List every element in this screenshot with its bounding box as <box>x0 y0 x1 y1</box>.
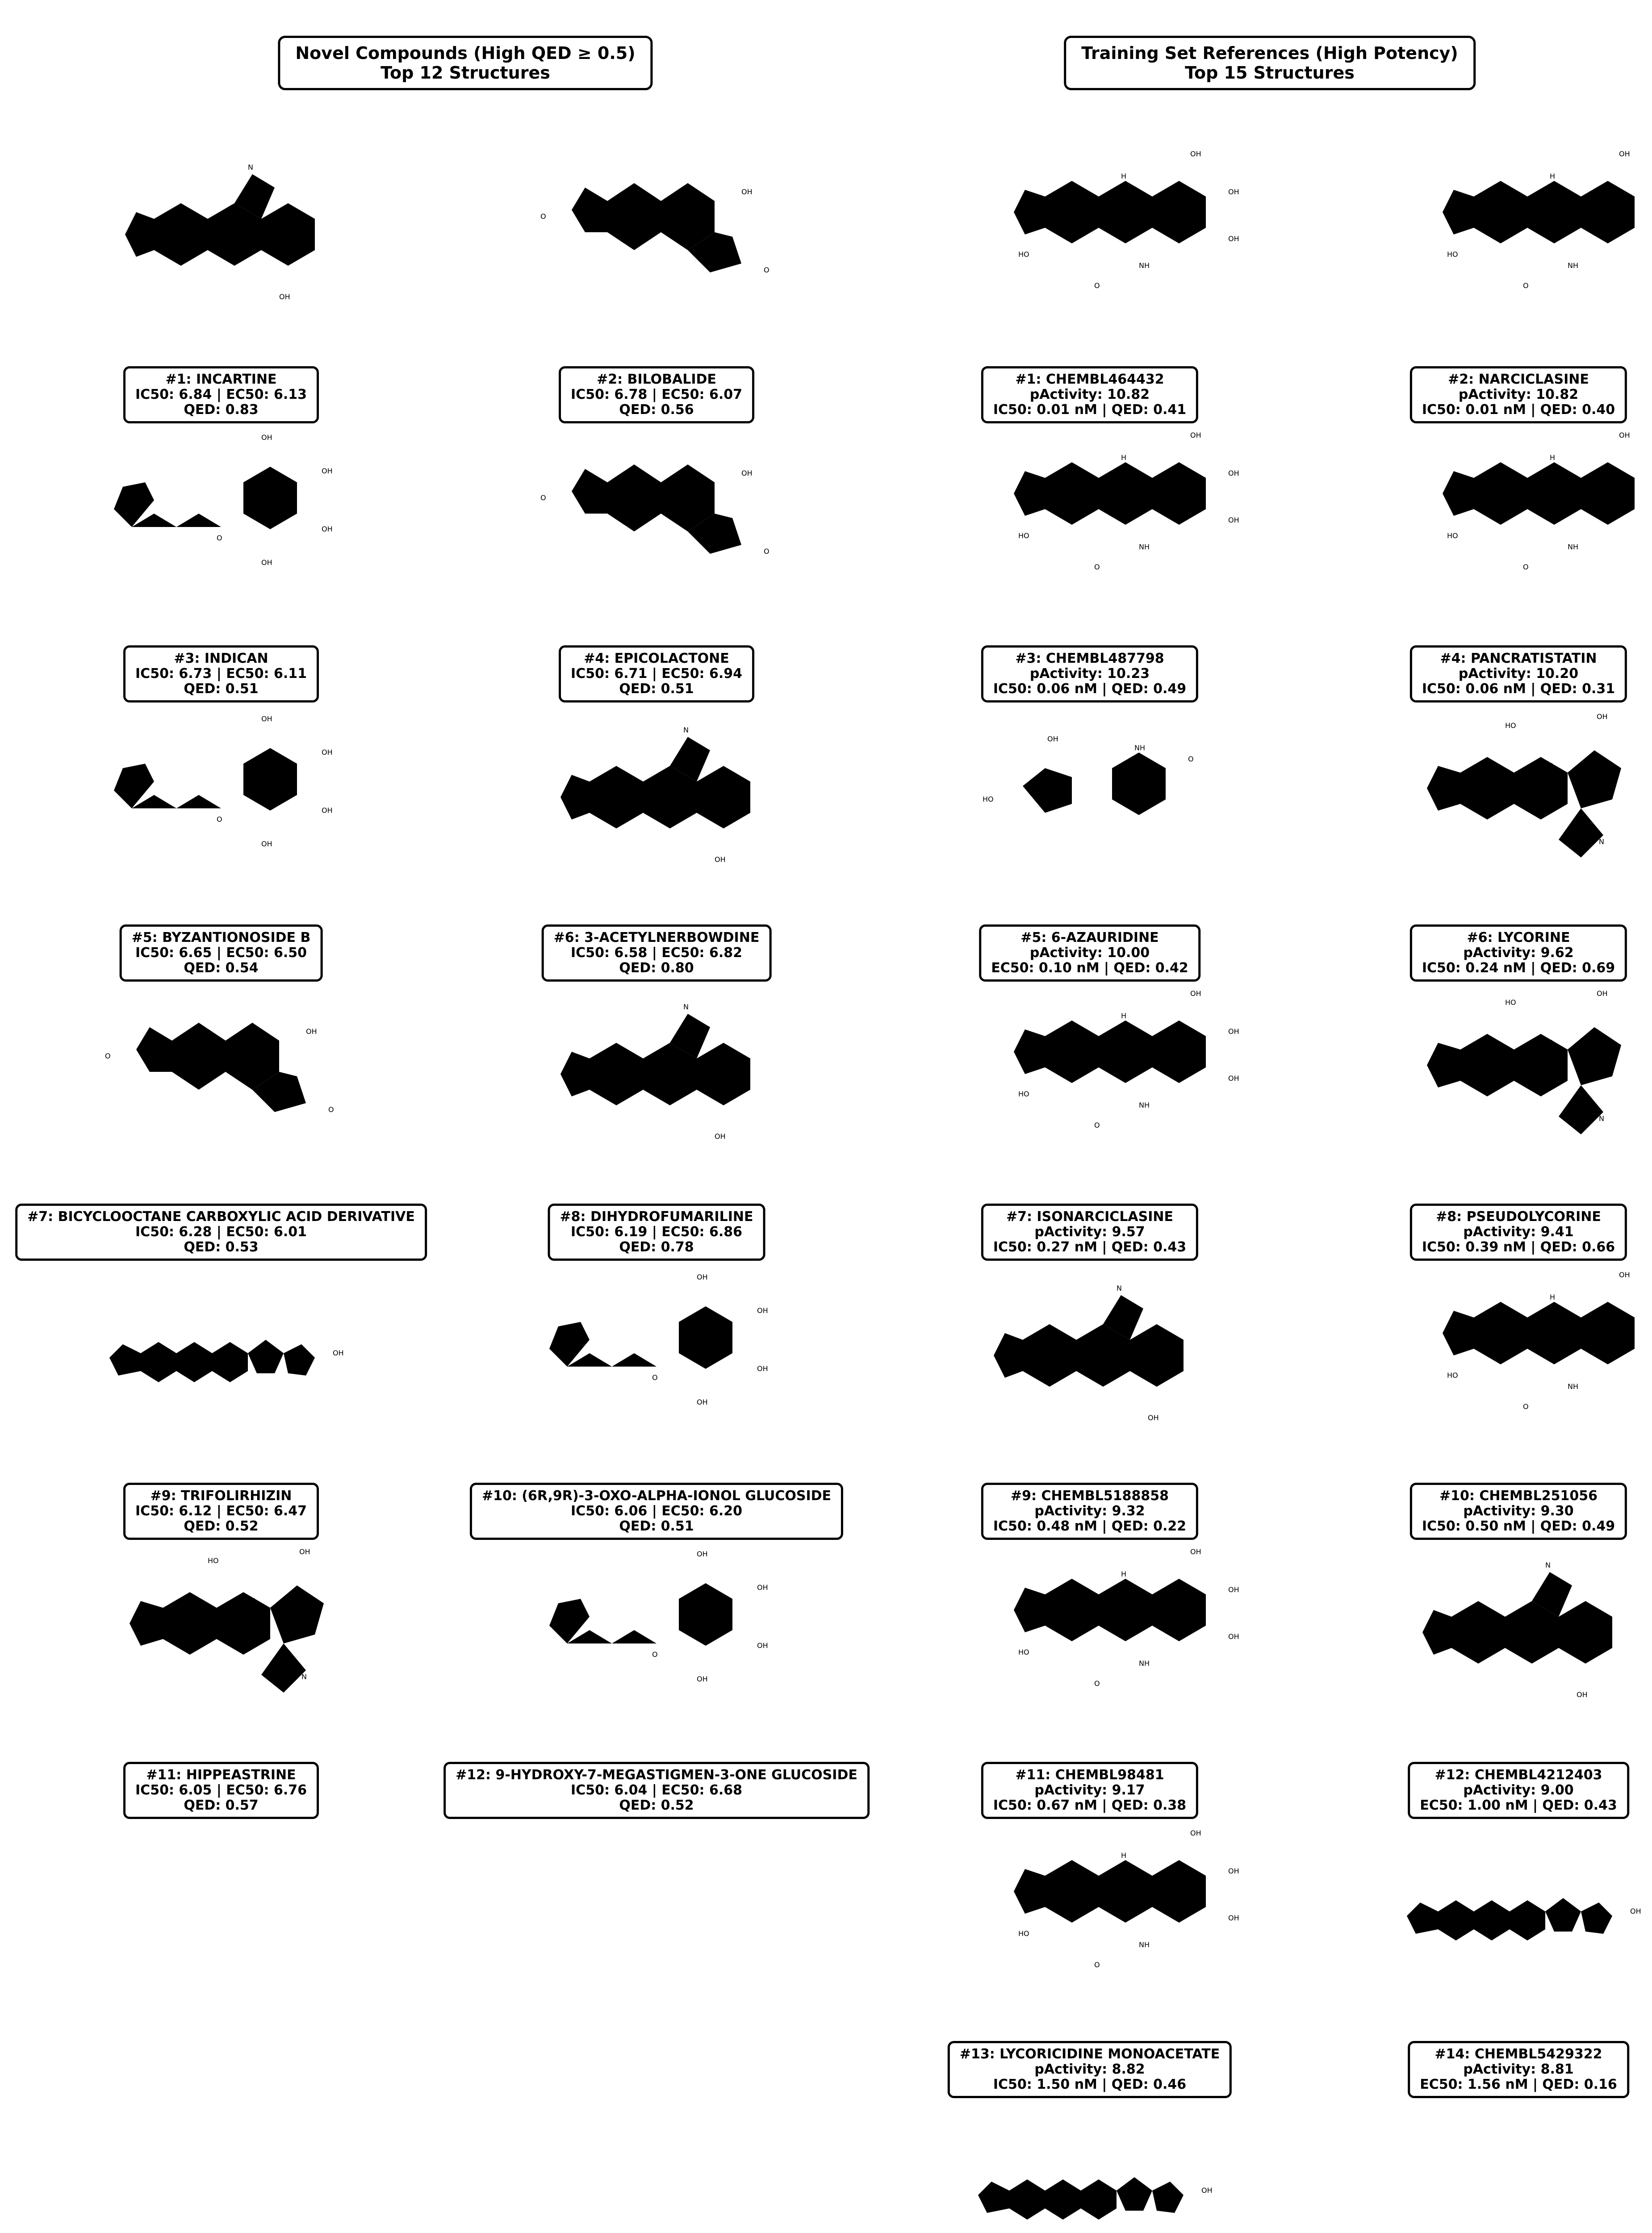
novel-compound-3-label: #3: INDICAN IC50: 6.73 | EC50: 6.11 QED: 0.51 <box>123 645 319 703</box>
training-compound-1-label: #1: CHEMBL464432 pActivity: 10.82 IC50: 0.01 nM | QED: 0.41 <box>981 366 1198 423</box>
rank: #9 <box>150 1488 171 1504</box>
compound-name: DIHYDROFUMARILINE <box>590 1209 753 1225</box>
activity-line: IC50: 6.73 | EC50: 6.11 <box>135 666 307 682</box>
compound-name: PANCRATISTATIN <box>1470 651 1597 666</box>
potency-line: IC50: 0.50 nM | QED: 0.49 <box>1422 1518 1615 1534</box>
compound-name: NARCICLASINE <box>1478 372 1589 387</box>
qed-line: QED: 0.83 <box>184 402 259 418</box>
molecule-drawing <box>1371 648 1652 942</box>
novel-compound-7-label: #7: BICYCLOOCTANE CARBOXYLIC ACID DERIVATIVE IC50: 6.28 | EC50: 6.01 QED: 0.53 <box>15 1204 427 1261</box>
molecule-drawing <box>942 924 1237 1219</box>
molecule-drawing <box>509 648 804 942</box>
novel-compound-5-label: #5: BYZANTIONOSIDE B IC50: 6.65 | EC50: 6.50 QED: 0.54 <box>120 924 323 982</box>
rank: #12 <box>1435 1767 1465 1783</box>
rank: #11 <box>146 1767 176 1783</box>
activity-line: pActivity: 9.30 <box>1463 1503 1574 1519</box>
rank: #5 <box>1020 930 1041 945</box>
training-title-line2: Top 15 Structures <box>1185 63 1355 83</box>
compound-name: INDICAN <box>204 651 268 666</box>
potency-line: IC50: 1.50 nM | QED: 0.46 <box>993 2077 1187 2092</box>
compound-name: CHEMBL487798 <box>1046 651 1164 666</box>
compound-name: CHEMBL464432 <box>1046 372 1164 387</box>
activity-line: pActivity: 8.82 <box>1034 2062 1145 2077</box>
training-compound-5-label: #5: 6-AZAURIDINE pActivity: 10.00 EC50: 0.10 nM | QED: 0.42 <box>979 924 1200 982</box>
qed-line: QED: 0.54 <box>184 960 259 976</box>
rank: #8 <box>1436 1209 1457 1225</box>
activity-line: pActivity: 10.82 <box>1029 387 1150 402</box>
activity-line: IC50: 6.58 | EC50: 6.82 <box>571 945 742 961</box>
compound-name: LYCORINE <box>1497 930 1570 945</box>
rank: #6 <box>553 930 574 945</box>
potency-line: EC50: 1.56 nM | QED: 0.16 <box>1420 2077 1617 2092</box>
molecule-drawing <box>942 366 1237 661</box>
rank: #12 <box>456 1767 486 1783</box>
rank: #2 <box>597 372 618 387</box>
rank: #10 <box>1439 1488 1469 1504</box>
activity-line: pActivity: 9.17 <box>1034 1782 1145 1798</box>
novel-panel-title <box>278 36 652 90</box>
compound-name: HIPPEASTRINE <box>186 1767 296 1783</box>
compound-name: CHEMBL4212403 <box>1474 1767 1602 1783</box>
compound-name: CHEMBL251056 <box>1479 1488 1598 1504</box>
qed-line: QED: 0.51 <box>184 681 259 697</box>
activity-line: pActivity: 10.82 <box>1458 387 1579 402</box>
training-compound-9-label: #9: CHEMBL5188858 pActivity: 9.32 IC50: 0.48 nM | QED: 0.22 <box>981 1483 1198 1540</box>
qed-line: QED: 0.53 <box>184 1239 259 1255</box>
qed-line: QED: 0.56 <box>619 402 694 418</box>
novel-compound-6-label: #6: 3-ACETYLNERBOWDINE IC50: 6.58 | EC50: 6.82 QED: 0.80 <box>542 924 772 982</box>
compound-name: 9-HYDROXY-7-MEGASTIGMEN-3-ONE GLUCOSIDE <box>495 1767 857 1783</box>
rank: #6 <box>1467 930 1488 945</box>
training-compound-13-label: #13: LYCORICIDINE MONOACETATE pActivity: 8.82 IC50: 1.50 nM | QED: 0.46 <box>948 2041 1232 2098</box>
rank: #7 <box>27 1209 48 1225</box>
molecule-drawing <box>942 648 1237 942</box>
activity-line: IC50: 6.06 | EC50: 6.20 <box>571 1503 742 1519</box>
activity-line: pActivity: 10.23 <box>1029 666 1150 682</box>
rank: #9 <box>1010 1488 1031 1504</box>
molecule-drawing <box>942 1483 1237 1777</box>
compound-name: 6-AZAURIDINE <box>1051 930 1159 945</box>
activity-line: pActivity: 8.81 <box>1463 2062 1574 2077</box>
rank: #10 <box>481 1488 512 1504</box>
potency-line: IC50: 0.67 nM | QED: 0.38 <box>993 1798 1187 1813</box>
molecule-drawing <box>509 85 804 380</box>
rank: #7 <box>1006 1209 1027 1225</box>
compound-name: CHEMBL5429322 <box>1474 2046 1602 2062</box>
novel-compound-1-label: #1: INCARTINE IC50: 6.84 | EC50: 6.13 QED: 0.83 <box>123 366 319 423</box>
rank: #11 <box>1015 1767 1046 1783</box>
compound-name: 3-ACETYLNERBOWDINE <box>584 930 760 945</box>
potency-line: IC50: 0.24 nM | QED: 0.69 <box>1422 960 1615 976</box>
activity-line: IC50: 6.19 | EC50: 6.86 <box>571 1224 742 1240</box>
training-compound-2-label: #2: NARCICLASINE pActivity: 10.82 IC50: 0.01 nM | QED: 0.40 <box>1410 366 1627 423</box>
compound-name: BILOBALIDE <box>627 372 716 387</box>
molecule-drawing <box>509 1206 804 1501</box>
potency-line: EC50: 0.10 nM | QED: 0.42 <box>991 960 1188 976</box>
potency-line: IC50: 0.39 nM | QED: 0.66 <box>1422 1239 1615 1255</box>
molecule-drawing <box>942 85 1237 380</box>
molecule-drawing <box>1371 366 1652 661</box>
rank: #2 <box>1448 372 1469 387</box>
potency-line: EC50: 1.00 nM | QED: 0.43 <box>1420 1798 1617 1813</box>
molecule-drawing <box>74 648 368 942</box>
compound-name: BICYCLOOCTANE CARBOXYLIC ACID DERIVATIVE <box>58 1209 415 1225</box>
potency-line: IC50: 0.01 nM | QED: 0.41 <box>993 402 1187 418</box>
rank: #13 <box>959 2046 990 2062</box>
activity-line: IC50: 6.04 | EC50: 6.68 <box>571 1782 742 1798</box>
compound-name: INCARTINE <box>196 372 277 387</box>
novel-compound-4-label: #4: EPICOLACTONE IC50: 6.71 | EC50: 6.94 QED: 0.51 <box>559 645 754 703</box>
potency-line: IC50: 0.48 nM | QED: 0.22 <box>993 1518 1187 1534</box>
molecule-drawing <box>1371 1483 1652 1777</box>
molecule-drawing <box>74 924 368 1219</box>
compound-name: ISONARCICLASINE <box>1037 1209 1174 1225</box>
novel-compound-8-label: #8: DIHYDROFUMARILINE IC50: 6.19 | EC50: 6.86 QED: 0.78 <box>548 1204 765 1261</box>
molecule-drawing <box>74 366 368 661</box>
qed-line: QED: 0.52 <box>184 1518 259 1534</box>
training-compound-12-label: #12: CHEMBL4212403 pActivity: 9.00 EC50: 1.00 nM | QED: 0.43 <box>1408 1762 1629 1819</box>
activity-line: IC50: 6.28 | EC50: 6.01 <box>135 1224 307 1240</box>
activity-line: pActivity: 9.57 <box>1034 1224 1145 1240</box>
qed-line: QED: 0.51 <box>619 1518 694 1534</box>
novel-title-line1: Novel Compounds (High QED ≥ 0.5) <box>295 43 636 63</box>
activity-line: IC50: 6.12 | EC50: 6.47 <box>135 1503 307 1519</box>
qed-line: QED: 0.51 <box>619 681 694 697</box>
activity-line: pActivity: 10.00 <box>1029 945 1150 961</box>
rank: #1 <box>1015 372 1036 387</box>
activity-line: IC50: 6.84 | EC50: 6.13 <box>135 387 307 402</box>
potency-line: IC50: 0.01 nM | QED: 0.40 <box>1422 402 1615 418</box>
training-compound-3-label: #3: CHEMBL487798 pActivity: 10.23 IC50: 0.06 nM | QED: 0.49 <box>981 645 1198 703</box>
rank: #14 <box>1435 2046 1465 2062</box>
molecule-drawing <box>74 1206 368 1501</box>
activity-line: IC50: 6.65 | EC50: 6.50 <box>135 945 307 961</box>
novel-title-line2: Top 12 Structures <box>381 63 550 83</box>
rank: #3 <box>174 651 195 666</box>
training-compound-10-label: #10: CHEMBL251056 pActivity: 9.30 IC50: 0.50 nM | QED: 0.49 <box>1410 1483 1627 1540</box>
novel-compound-9-label: #9: TRIFOLIRHIZIN IC50: 6.12 | EC50: 6.47 QED: 0.52 <box>123 1483 319 1540</box>
rank: #5 <box>131 930 152 945</box>
activity-line: IC50: 6.05 | EC50: 6.76 <box>135 1782 307 1798</box>
training-compound-4-label: #4: PANCRATISTATIN pActivity: 10.20 IC50: 0.06 nM | QED: 0.31 <box>1410 645 1627 703</box>
molecule-drawing <box>509 924 804 1219</box>
novel-compound-2-label: #2: BILOBALIDE IC50: 6.78 | EC50: 6.07 QED: 0.56 <box>559 366 754 423</box>
activity-line: pActivity: 9.00 <box>1463 1782 1574 1798</box>
activity-line: pActivity: 9.32 <box>1034 1503 1145 1519</box>
molecule-drawing <box>942 2043 1237 2233</box>
activity-line: pActivity: 9.62 <box>1463 945 1574 961</box>
compound-name: TRIFOLIRHIZIN <box>181 1488 292 1504</box>
training-compound-7-label: #7: ISONARCICLASINE pActivity: 9.57 IC50: 0.27 nM | QED: 0.43 <box>981 1204 1198 1261</box>
potency-line: IC50: 0.06 nM | QED: 0.49 <box>993 681 1187 697</box>
molecule-drawing <box>509 1483 804 1777</box>
molecule-drawing <box>1371 924 1652 1219</box>
molecule-drawing <box>74 85 368 380</box>
training-compound-6-label: #6: LYCORINE pActivity: 9.62 IC50: 0.24 nM | QED: 0.69 <box>1410 924 1627 982</box>
compound-name: CHEMBL98481 <box>1055 1767 1164 1783</box>
activity-line: pActivity: 9.41 <box>1463 1224 1574 1240</box>
potency-line: IC50: 0.06 nM | QED: 0.31 <box>1422 681 1615 697</box>
compound-name: LYCORICIDINE MONOACETATE <box>1000 2046 1220 2062</box>
novel-compound-10-label: #10: (6R,9R)-3-OXO-ALPHA-IONOL GLUCOSIDE IC50: 6.06 | EC50: 6.20 QED: 0.51 <box>470 1483 843 1540</box>
qed-line: QED: 0.80 <box>619 960 694 976</box>
activity-line: pActivity: 10.20 <box>1458 666 1579 682</box>
rank: #3 <box>1015 651 1036 666</box>
qed-line: QED: 0.52 <box>619 1798 694 1813</box>
molecule-drawing <box>942 1206 1237 1501</box>
potency-line: IC50: 0.27 nM | QED: 0.43 <box>993 1239 1187 1255</box>
molecule-drawing <box>1371 85 1652 380</box>
training-panel-title <box>1064 36 1476 90</box>
novel-compound-11-label: #11: HIPPEASTRINE IC50: 6.05 | EC50: 6.76 QED: 0.57 <box>123 1762 319 1819</box>
qed-line: QED: 0.78 <box>619 1239 694 1255</box>
compound-name: PSEUDOLYCORINE <box>1466 1209 1601 1225</box>
compound-name: BYZANTIONOSIDE B <box>162 930 311 945</box>
molecule-drawing <box>1371 1206 1652 1501</box>
rank: #4 <box>1440 651 1461 666</box>
compound-name: EPICOLACTONE <box>614 651 729 666</box>
training-title-line1: Training Set References (High Potency) <box>1081 43 1458 63</box>
qed-line: QED: 0.57 <box>184 1798 259 1813</box>
molecule-drawing <box>942 1764 1237 2059</box>
novel-compound-12-label: #12: 9-HYDROXY-7-MEGASTIGMEN-3-ONE GLUCOSIDE IC50: 6.04 | EC50: 6.68 QED: 0.52 <box>443 1762 870 1819</box>
molecule-drawing <box>509 366 804 661</box>
rank: #8 <box>560 1209 581 1225</box>
rank: #1 <box>165 372 186 387</box>
molecule-drawing <box>74 1483 368 1777</box>
activity-line: IC50: 6.71 | EC50: 6.94 <box>571 666 742 682</box>
training-compound-11-label: #11: CHEMBL98481 pActivity: 9.17 IC50: 0.67 nM | QED: 0.38 <box>981 1762 1198 1819</box>
training-compound-14-label: #14: CHEMBL5429322 pActivity: 8.81 EC50: 1.56 nM | QED: 0.16 <box>1408 2041 1629 2098</box>
activity-line: IC50: 6.78 | EC50: 6.07 <box>571 387 742 402</box>
rank: #4 <box>584 651 605 666</box>
compound-name: CHEMBL5188858 <box>1041 1488 1169 1504</box>
molecule-drawing <box>1371 1764 1652 2059</box>
training-compound-8-label: #8: PSEUDOLYCORINE pActivity: 9.41 IC50: 0.39 nM | QED: 0.66 <box>1410 1204 1627 1261</box>
compound-name: (6R,9R)-3-OXO-ALPHA-IONOL GLUCOSIDE <box>522 1488 832 1504</box>
